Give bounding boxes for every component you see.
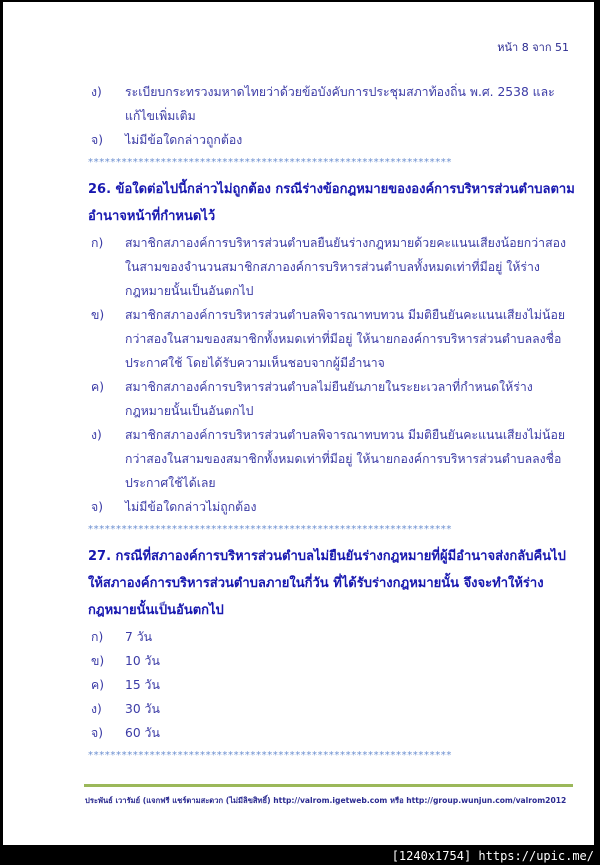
list-item: [88, 231, 578, 303]
option-text: 30 วัน: [125, 702, 160, 716]
page-content: [88, 80, 578, 767]
option-text: 10 วัน: [125, 654, 160, 668]
separator: *****************************************************************: [88, 750, 452, 761]
option-label: ง): [91, 85, 102, 99]
page-number: หน้า 8 จาก 51: [497, 41, 569, 54]
option-text: 60 วัน: [125, 726, 160, 740]
option-label: จ): [91, 726, 104, 740]
option-text: สมาชิกสภาองค์การบริหารส่วนตำบลพิจารณาทบทวน มีมติยืนยันคะแนนเสียงไม่น้อยกว่าสองในสามของสมาชิกทั้งหมดเท่าที่มีอยู่ ให้นายกองค์การบริหารส่วนตำบลลงชื่อประกาศใช้ได้เลย: [125, 428, 566, 490]
option-label: ง): [91, 428, 102, 442]
option-label: ค): [91, 678, 105, 692]
option-label: ข): [91, 308, 105, 322]
option-text: สมาชิกสภาองค์การบริหารส่วนตำบลไม่ยืนยันภายในระยะเวลาที่กำหนดให้ร่างกฎหมายนั้นเป็นอันตกไป: [125, 380, 533, 418]
list-item: [88, 80, 578, 128]
option-label: ง): [91, 702, 102, 716]
question-27: 27. กรณีที่สภาองค์การบริหารส่วนตำบลไม่ยืนยันร่างกฎหมายที่ผู้มีอำนาจส่งกลับคืนไปให้สภาองค์การบริหารส่วนตำบลภายในกี่วัน ที่ได้รับร่างกฎหมายนั้น จึงจะทำให้ร่างกฎหมายนั้นเป็นอันตกไป: [88, 549, 566, 618]
list-item: [88, 625, 578, 649]
separator: *****************************************************************: [88, 524, 452, 535]
watermark: [1240x1754] https://upic.me/: [391, 849, 594, 863]
document-page: [3, 2, 594, 845]
list-item: [88, 697, 578, 721]
option-label: ก): [91, 236, 104, 250]
option-text: สมาชิกสภาองค์การบริหารส่วนตำบลพิจารณาทบทวน มีมติยืนยันคะแนนเสียงไม่น้อยกว่าสองในสามของสมาชิกทั้งหมดเท่าที่มีอยู่ ให้นายกองค์การบริหารส่วนตำบลลงชื่อประกาศใช้ โดยได้รับความเห็นชอบจากผู้มีอำนาจ: [125, 308, 566, 370]
option-text: สมาชิกสภาองค์การบริหารส่วนตำบลยืนยันร่างกฎหมายด้วยคะแนนเสียงน้อยกว่าสองในสามของจำนวนสมาชิกสภาองค์การบริหารส่วนตำบลทั้งหมดเท่าที่มีอยู่ ให้ร่างกฎหมายนั้นเป็นอันตกไป: [125, 236, 566, 298]
list-item: [88, 495, 578, 519]
list-item: [88, 649, 578, 673]
option-label: ค): [91, 380, 105, 394]
option-text: ระเบียบกระทรวงมหาดไทยว่าด้วยข้อบังคับการประชุมสภาท้องถิ่น พ.ศ. 2538 และแก้ไขเพิ่มเติม: [125, 85, 555, 123]
option-label: ข): [91, 654, 105, 668]
option-text: ไม่มีข้อใดกล่าวไม่ถูกต้อง: [125, 500, 257, 514]
option-label: จ): [91, 500, 104, 514]
footer-credit: ประพันธ์ เวารัมย์ (แจกฟรี แชร์ตามสะดวก (ไม่มีลิขสิทธิ์) http://valrom.igetweb.com หรือ http://group.wunjun.com/valrom2012: [85, 796, 567, 805]
option-label: ก): [91, 630, 104, 644]
option-text: 7 วัน: [125, 630, 153, 644]
list-item: [88, 375, 578, 423]
list-item: [88, 673, 578, 697]
footer-divider: [84, 784, 573, 787]
question-26: 26. ข้อใดต่อไปนี้กล่าวไม่ถูกต้อง กรณีร่างข้อกฎหมายขององค์การบริหารส่วนตำบลตามอำนาจหน้าที่กำหนดไว้: [88, 182, 575, 224]
separator: *****************************************************************: [88, 157, 452, 168]
list-item: [88, 303, 578, 375]
list-item: [88, 128, 578, 152]
option-label: จ): [91, 133, 104, 147]
list-item: [88, 721, 578, 745]
option-text: ไม่มีข้อใดกล่าวถูกต้อง: [125, 133, 243, 147]
option-text: 15 วัน: [125, 678, 160, 692]
list-item: [88, 423, 578, 495]
